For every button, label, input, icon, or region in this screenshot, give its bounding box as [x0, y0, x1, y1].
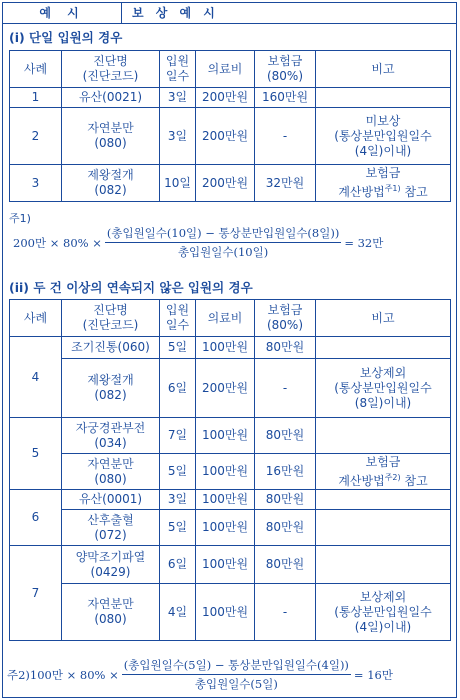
col-case: 사례 [10, 300, 62, 337]
insurance-cell: - [255, 584, 316, 641]
insurance-cell: - [255, 108, 316, 165]
insurance-cell: 32만원 [255, 165, 316, 202]
insurance-cell: - [255, 359, 316, 418]
days-cell: 6일 [160, 546, 196, 584]
insurance-cell: 80만원 [255, 337, 316, 359]
note-cell [316, 490, 451, 510]
days-cell: 7일 [160, 418, 196, 454]
note-cell [316, 88, 451, 108]
table-row [10, 490, 451, 510]
days-cell: 10일 [160, 165, 196, 202]
table-row [10, 108, 451, 165]
cost-cell: 100만원 [196, 337, 255, 359]
diagnosis-cell: 산후출혈 (072) [62, 510, 160, 546]
note-cell [316, 165, 451, 202]
note-cell [316, 510, 451, 546]
case-cell: 3 [10, 165, 62, 202]
table-row [10, 584, 451, 641]
note-cell: 미보상 (통상분만입원일수 (4일)이내) [316, 108, 451, 165]
note-cell: 보상제외 (통상분만입원일수 (4일)이내) [316, 584, 451, 641]
insurance-cell: 160만원 [255, 88, 316, 108]
days-cell: 3일 [160, 88, 196, 108]
table-row [10, 165, 451, 202]
days-cell: 5일 [160, 337, 196, 359]
col-cost: 의료비 [196, 51, 255, 88]
note-cell: 보상제외 (통상분만입원일수 (8일)이내) [316, 359, 451, 418]
section1-title: (i) 단일 입원의 경우 [9, 30, 123, 45]
note-tail: 참고 [400, 473, 428, 488]
case-cell: 5 [10, 418, 62, 490]
insurance-cell: 80만원 [255, 546, 316, 584]
header-title: 보 상 예 시 [132, 6, 219, 20]
table-row [10, 88, 451, 108]
col-insurance: 보험금 (80%) [255, 300, 316, 337]
diagnosis-cell: 자연분만 (080) [62, 454, 160, 490]
cost-cell: 100만원 [196, 490, 255, 510]
insurance-cell: 16만원 [255, 454, 316, 490]
note1-formula [13, 225, 383, 260]
formula-lead: 200만 × 80% × [13, 235, 102, 250]
table-row [10, 418, 451, 454]
col-days: 입원 일수 [160, 51, 196, 88]
col-insurance: 보험금 (80%) [255, 51, 316, 88]
table-row [10, 359, 451, 418]
case-cell: 4 [10, 337, 62, 418]
col-cost: 의료비 [196, 300, 255, 337]
col-days: 입원 일수 [160, 300, 196, 337]
col-case: 사례 [10, 51, 62, 88]
note-cell [316, 337, 451, 359]
table-row [10, 454, 451, 490]
header-label: 예 시 [3, 3, 122, 23]
diagnosis-cell: 자연분만 (080) [62, 108, 160, 165]
cost-cell: 100만원 [196, 418, 255, 454]
note-text: 보험금 계산방법 [338, 166, 401, 199]
formula-numerator: (총입원일수(10일) − 통상분만입원일수(8일)) [105, 225, 341, 243]
case-cell: 2 [10, 108, 62, 165]
document-page [2, 2, 457, 698]
insurance-cell: 80만원 [255, 418, 316, 454]
diagnosis-cell: 양막조기파열 (0429) [62, 546, 160, 584]
case-cell: 1 [10, 88, 62, 108]
table-row [10, 510, 451, 546]
cost-cell: 100만원 [196, 510, 255, 546]
note-cell [316, 418, 451, 454]
formula-result: = 32만 [344, 235, 384, 250]
cost-cell: 200만원 [196, 359, 255, 418]
footnote-ref: 주2) [384, 472, 401, 482]
insurance-cell: 80만원 [255, 510, 316, 546]
days-cell: 5일 [160, 510, 196, 546]
days-cell: 3일 [160, 108, 196, 165]
table-row [10, 546, 451, 584]
note-text: 보험금 계산방법 [338, 454, 401, 488]
note1-label: 주1) [9, 212, 31, 225]
formula-result: = 16만 [353, 667, 393, 682]
case-cell: 6 [10, 490, 62, 546]
formula-denominator: 총입원일수(10일) [177, 245, 269, 259]
note-cell [316, 546, 451, 584]
cost-cell: 200만원 [196, 88, 255, 108]
diagnosis-cell: 유산(0001) [62, 490, 160, 510]
diagnosis-cell: 제왕절개 (082) [62, 359, 160, 418]
days-cell: 5일 [160, 454, 196, 490]
diagnosis-cell: 자궁경관부전 (034) [62, 418, 160, 454]
col-note: 비고 [316, 300, 451, 337]
case-cell: 7 [10, 546, 62, 641]
cost-cell: 100만원 [196, 546, 255, 584]
cost-cell: 200만원 [196, 165, 255, 202]
formula-fraction [105, 225, 341, 260]
note-tail: 참고 [400, 185, 428, 199]
section2-table [9, 299, 451, 641]
cost-cell: 100만원 [196, 584, 255, 641]
diagnosis-cell: 제왕절개 (082) [62, 165, 160, 202]
days-cell: 3일 [160, 490, 196, 510]
insurance-cell: 80만원 [255, 490, 316, 510]
header-bar [3, 3, 456, 24]
col-diagnosis: 진단명 (진단코드) [62, 300, 160, 337]
formula-numerator: (총입원일수(5일) − 통상분만입원일수(4일)) [122, 657, 351, 675]
formula-fraction [122, 657, 351, 692]
col-diagnosis: 진단명 (진단코드) [62, 51, 160, 88]
footnote-ref: 주1) [384, 184, 401, 193]
table-row [10, 337, 451, 359]
section2-title: (ii) 두 건 이상의 연속되지 않은 입원의 경우 [9, 280, 253, 295]
formula-lead: 100만 × 80% × [29, 667, 119, 682]
section1-table [9, 50, 451, 202]
col-note: 비고 [316, 51, 451, 88]
diagnosis-cell: 조기진통(060) [62, 337, 160, 359]
diagnosis-cell: 자연분만 (080) [62, 584, 160, 641]
formula-denominator: 총입원일수(5일) [194, 677, 278, 691]
note-cell [316, 454, 451, 490]
cost-cell: 200만원 [196, 108, 255, 165]
table-header-row [10, 300, 451, 337]
cost-cell: 100만원 [196, 454, 255, 490]
note2-label: 주2) [7, 667, 30, 682]
days-cell: 6일 [160, 359, 196, 418]
days-cell: 4일 [160, 584, 196, 641]
table-header-row [10, 51, 451, 88]
diagnosis-cell: 유산(0021) [62, 88, 160, 108]
note2-formula [7, 657, 393, 692]
